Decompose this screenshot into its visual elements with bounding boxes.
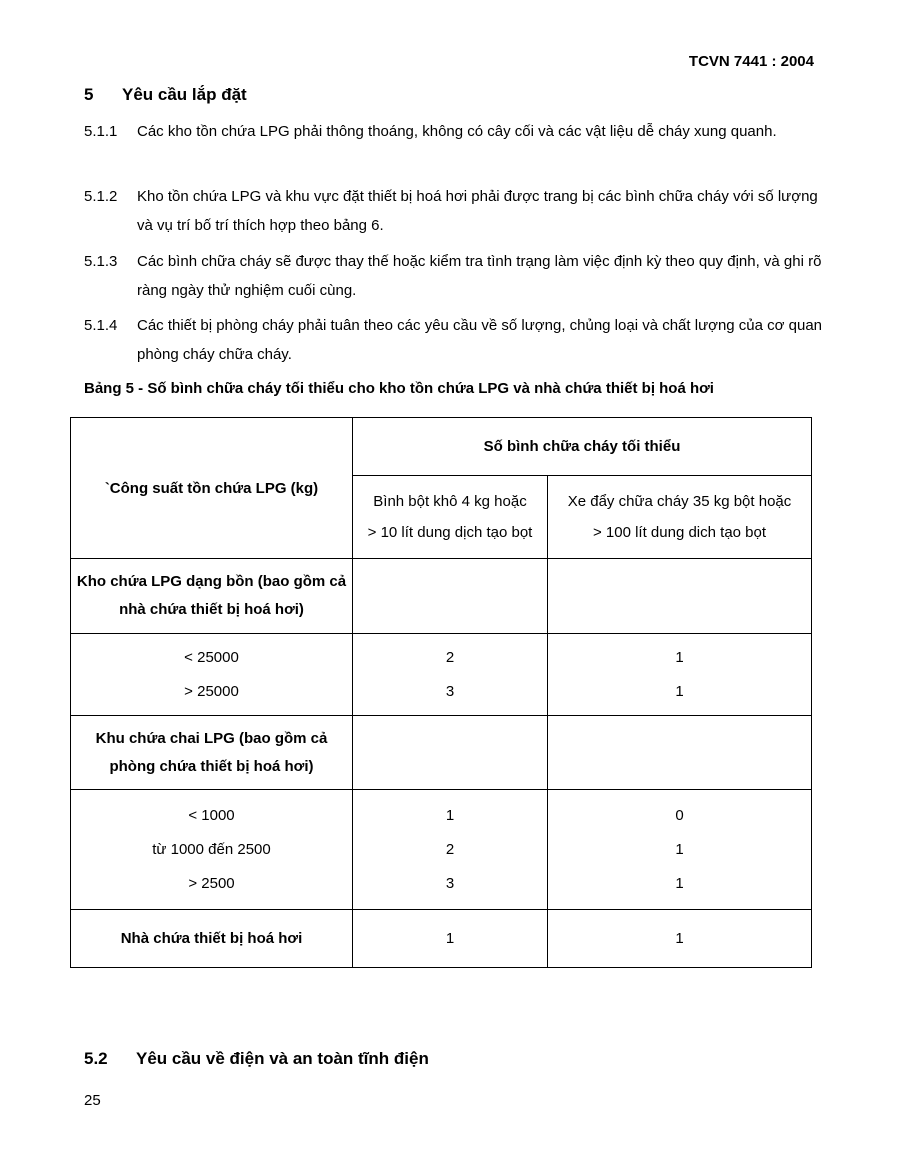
clause-text: Các bình chữa cháy sẽ được thay thế hoặc kiểm tra tình trạng làm việc định kỳ theo quy định, và ghi rõ ràng ngày thử nghiệm cuối cùng. [137,253,822,299]
subsection-title: Yêu cầu về điện và an toàn tĩnh điện [136,1049,429,1068]
page-number: 25 [84,1092,101,1109]
vaporizer-house-title: Nhà chứa thiết bị hoá hơi [71,910,353,968]
clause-5-1-4 [84,311,824,369]
header-dry-powder: Bình bột khô 4 kg hoặc > 10 lít dung dịch tạo bọt [353,476,548,559]
dry-powder-cell: 1 [353,910,548,968]
extinguisher-table [70,417,812,968]
dry-powder-cell: 2 3 [353,634,548,716]
clause-5-1-2 [84,182,824,240]
table-row-vaporizer-house [71,910,812,968]
clause-text: Các thiết bị phòng cháy phải tuân theo các yêu cầu về số lượng, chủng loại và chất lượng của cơ quan phòng cháy chữa cháy. [137,317,823,363]
section-heading [84,85,247,105]
section-title: Yêu cầu lắp đặt [122,85,247,104]
group-title-tank: Kho chứa LPG dạng bồn (bao gồm cả nhà chứa thiết bị hoá hơi) [71,559,353,634]
standard-code: TCVN 7441 : 2004 [688,53,814,70]
clause-text: Các kho tồn chứa LPG phải thông thoáng, không có cây cối và các vật liệu dễ cháy xung quanh. [137,123,777,140]
capacity-cell: < 1000 từ 1000 đến 2500 > 2500 [71,790,353,910]
table-caption: Bảng 5 - Số bình chữa cháy tối thiểu cho kho tồn chứa LPG và nhà chứa thiết bị hoá hơi [84,380,714,397]
clause-number: 5.1.3 [84,253,118,270]
group-row-tank [71,559,812,634]
group-row-cylinder [71,716,812,790]
clause-5-1-1 [84,117,824,146]
clause-number: 5.1.1 [84,123,118,140]
clause-number: 5.1.4 [84,317,118,334]
header-trolley: Xe đẩy chữa cháy 35 kg bột hoặc > 100 lít dung dich tạo bọt [548,476,812,559]
header-capacity: `Công suất tồn chứa LPG (kg) [71,418,353,559]
dry-powder-cell: 1 2 3 [353,790,548,910]
trolley-cell: 1 1 [548,634,812,716]
table-header-row [71,418,812,476]
table-row [71,790,812,910]
clause-text: Kho tồn chứa LPG và khu vực đặt thiết bị hoá hơi phải được trang bị các bình chữa cháy với số lượng và vụ trí bố trí thích hợp theo bảng 6. [137,188,818,234]
clause-number: 5.1.2 [84,188,118,205]
clause-5-1-3 [84,247,824,305]
subsection-number: 5.2 [84,1049,108,1068]
trolley-cell: 0 1 1 [548,790,812,910]
capacity-cell: < 25000 > 25000 [71,634,353,716]
section-number: 5 [84,85,94,104]
group-title-cylinder: Khu chứa chai LPG (bao gồm cả phòng chứa thiết bị hoá hơi) [71,716,353,790]
header-min-extinguishers: Số bình chữa cháy tối thiểu [353,418,812,476]
trolley-cell: 1 [548,910,812,968]
subsection-heading [84,1049,429,1069]
table-row [71,634,812,716]
